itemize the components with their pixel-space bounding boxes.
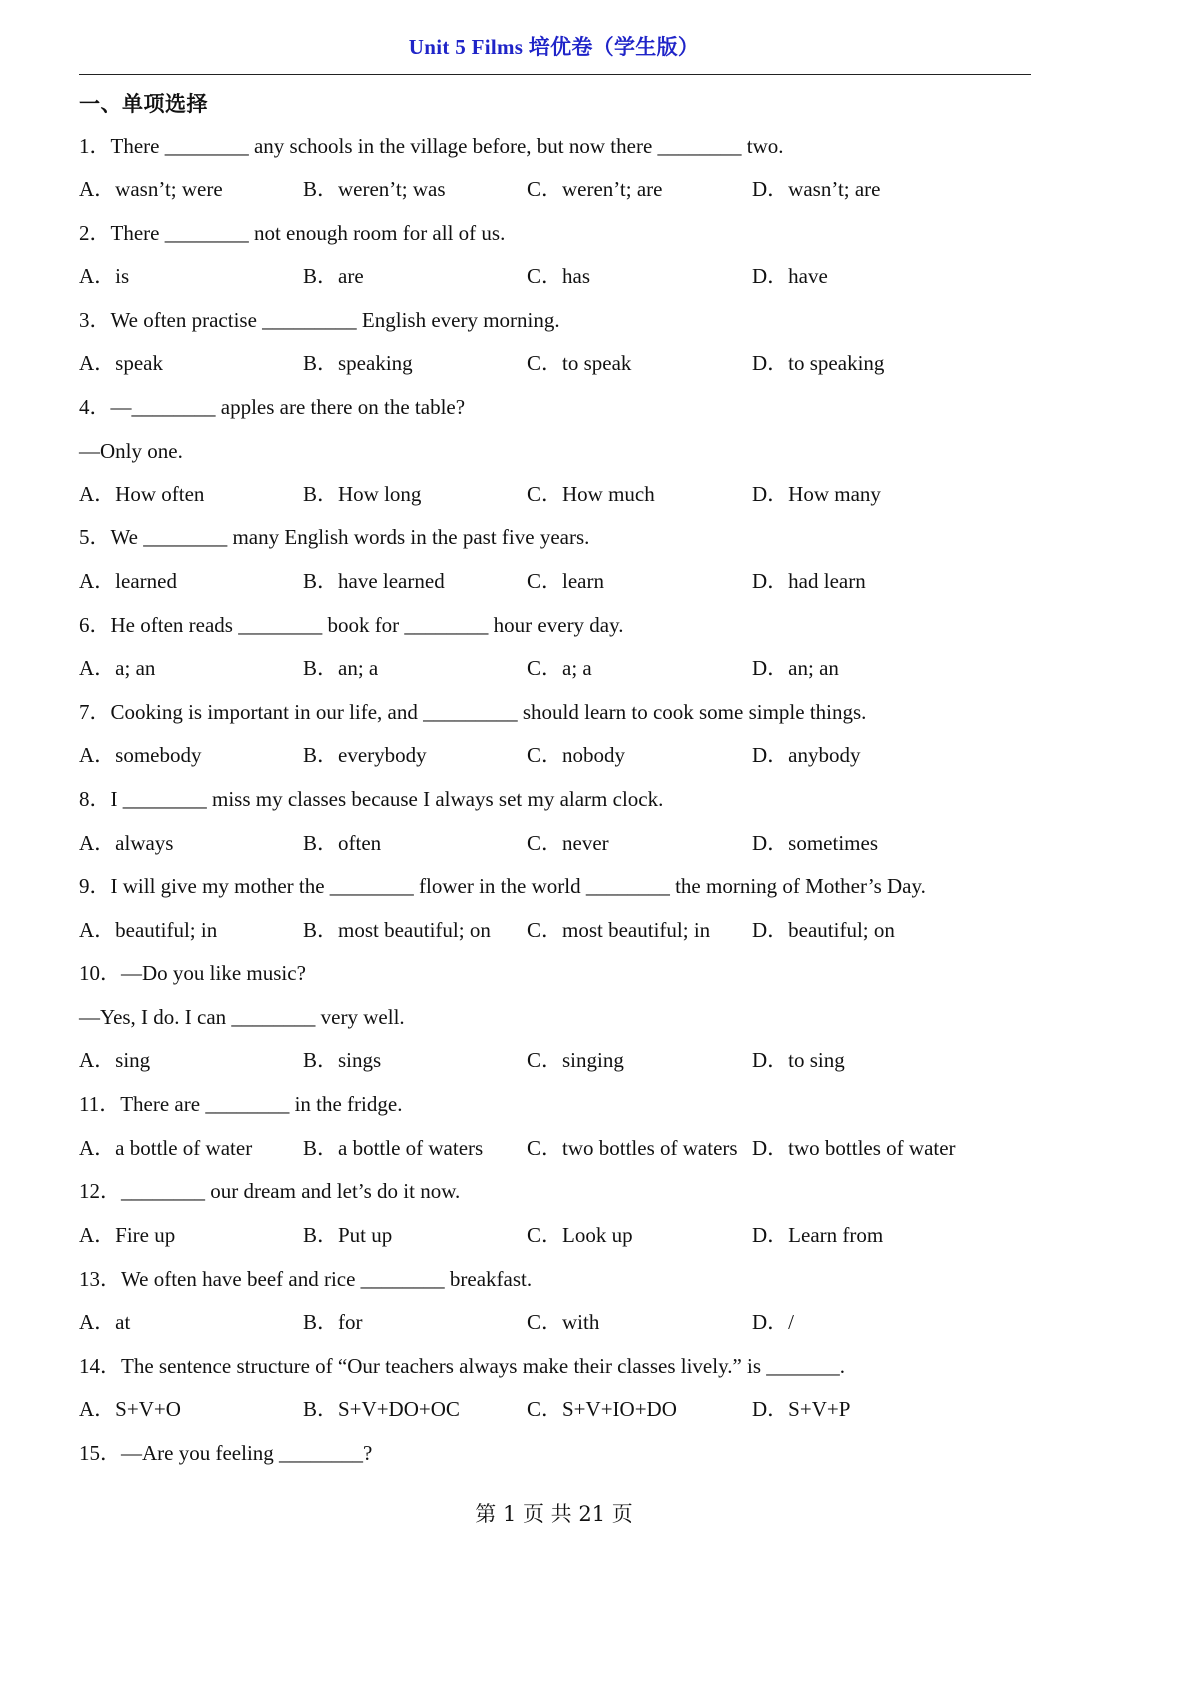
option-b: B．everybody bbox=[303, 743, 427, 767]
question-15: 15．—Are you feeling ________? bbox=[79, 1441, 373, 1465]
document-title: Unit 5 Films 培优卷（学生版） bbox=[408, 35, 700, 59]
option-d: D．sometimes bbox=[752, 831, 878, 855]
question-7: 7．Cooking is important in our life, and _________ should learn to cook some simple things. bbox=[79, 700, 867, 724]
option-a: A．wasn’t; were bbox=[79, 177, 223, 201]
option-c: C．S+V+IO+DO bbox=[527, 1397, 677, 1421]
option-a: A．a bottle of water bbox=[79, 1136, 253, 1160]
options-q14 bbox=[79, 1395, 1079, 1423]
option-d: D．two bottles of water bbox=[752, 1136, 956, 1160]
option-c: C．singing bbox=[527, 1048, 624, 1072]
header-rule bbox=[79, 74, 1031, 75]
options-q5 bbox=[79, 567, 1079, 595]
option-c: C．has bbox=[527, 264, 590, 288]
option-a: A．Fire up bbox=[79, 1223, 176, 1247]
options-q6 bbox=[79, 654, 1079, 682]
question-5: 5．We ________ many English words in the past five years. bbox=[79, 525, 590, 549]
option-a: A．at bbox=[79, 1310, 131, 1334]
option-b: B．How long bbox=[303, 482, 422, 506]
option-a: A．a; an bbox=[79, 656, 156, 680]
options-q4 bbox=[79, 480, 1079, 508]
options-q7 bbox=[79, 741, 1079, 769]
option-b: B．weren’t; was bbox=[303, 177, 446, 201]
option-d: D．to sing bbox=[752, 1048, 845, 1072]
option-c: C．most beautiful; in bbox=[527, 918, 711, 942]
option-a: A．S+V+O bbox=[79, 1397, 181, 1421]
option-d: D．an; an bbox=[752, 656, 839, 680]
option-d: D．have bbox=[752, 264, 828, 288]
option-b: B．often bbox=[303, 831, 382, 855]
option-c: C．to speak bbox=[527, 351, 632, 375]
question-9: 9．I will give my mother the ________ flower in the world ________ the morning of Mother’s Day. bbox=[79, 874, 926, 898]
question-3: 3．We often practise _________ English every morning. bbox=[79, 308, 560, 332]
option-a: A．is bbox=[79, 264, 130, 288]
option-c: C．Look up bbox=[527, 1223, 633, 1247]
option-d: D．Learn from bbox=[752, 1223, 884, 1247]
option-d: D．How many bbox=[752, 482, 881, 506]
options-q3 bbox=[79, 349, 1079, 377]
options-q13 bbox=[79, 1308, 1079, 1336]
question-6: 6．He often reads ________ book for ________ hour every day. bbox=[79, 613, 624, 637]
option-d: D．anybody bbox=[752, 743, 861, 767]
option-b: B．speaking bbox=[303, 351, 413, 375]
question-10-answer-line: —Yes, I do. I can ________ very well. bbox=[79, 1005, 405, 1029]
option-a: A．learned bbox=[79, 569, 177, 593]
options-q10 bbox=[79, 1046, 1079, 1074]
option-b: B．have learned bbox=[303, 569, 445, 593]
option-d: D．S+V+P bbox=[752, 1397, 851, 1421]
option-c: C．a; a bbox=[527, 656, 592, 680]
option-b: B．for bbox=[303, 1310, 363, 1334]
options-q1 bbox=[79, 175, 1079, 203]
option-b: B．a bottle of waters bbox=[303, 1136, 484, 1160]
option-c: C．learn bbox=[527, 569, 604, 593]
question-10: 10．—Do you like music? bbox=[79, 961, 306, 985]
option-d: D．wasn’t; are bbox=[752, 177, 881, 201]
question-4: 4．—________ apples are there on the table? bbox=[79, 395, 466, 419]
option-b: B．most beautiful; on bbox=[303, 918, 491, 942]
option-c: C．with bbox=[527, 1310, 600, 1334]
question-1: 1．There ________ any schools in the village before, but now there ________ two. bbox=[79, 134, 784, 158]
question-8: 8．I ________ miss my classes because I always set my alarm clock. bbox=[79, 787, 664, 811]
option-c: C．weren’t; are bbox=[527, 177, 663, 201]
option-d: D．/ bbox=[752, 1310, 794, 1334]
option-a: A．somebody bbox=[79, 743, 202, 767]
option-b: B．S+V+DO+OC bbox=[303, 1397, 460, 1421]
option-b: B．sings bbox=[303, 1048, 382, 1072]
options-q11 bbox=[79, 1134, 1079, 1162]
question-13: 13．We often have beef and rice ________ breakfast. bbox=[79, 1267, 533, 1291]
option-b: B．Put up bbox=[303, 1223, 393, 1247]
option-d: D．had learn bbox=[752, 569, 866, 593]
option-d: D．to speaking bbox=[752, 351, 885, 375]
option-a: A．speak bbox=[79, 351, 163, 375]
option-c: C．How much bbox=[527, 482, 655, 506]
option-b: B．an; a bbox=[303, 656, 379, 680]
option-c: C．never bbox=[527, 831, 609, 855]
option-c: C．nobody bbox=[527, 743, 626, 767]
options-q9 bbox=[79, 916, 1079, 944]
section-heading: 一、单项选择 bbox=[79, 92, 208, 116]
option-a: A．How often bbox=[79, 482, 205, 506]
option-b: B．are bbox=[303, 264, 364, 288]
question-2: 2．There ________ not enough room for all of us. bbox=[79, 221, 506, 245]
question-11: 11．There are ________ in the fridge. bbox=[79, 1092, 403, 1116]
option-c: C．two bottles of waters bbox=[527, 1136, 738, 1160]
question-14: 14．The sentence structure of “Our teachers always make their classes lively.” is _______. bbox=[79, 1354, 846, 1378]
options-q12 bbox=[79, 1221, 1079, 1249]
page-footer: 第 1 页 共 21 页 bbox=[475, 1502, 633, 1526]
option-a: A．sing bbox=[79, 1048, 151, 1072]
option-d: D．beautiful; on bbox=[752, 918, 895, 942]
option-a: A．always bbox=[79, 831, 174, 855]
question-12: 12．________ our dream and let’s do it now. bbox=[79, 1179, 461, 1203]
options-q2 bbox=[79, 262, 1079, 290]
option-a: A．beautiful; in bbox=[79, 918, 218, 942]
question-4-answer-line: —Only one. bbox=[79, 439, 183, 463]
options-q8 bbox=[79, 829, 1079, 857]
